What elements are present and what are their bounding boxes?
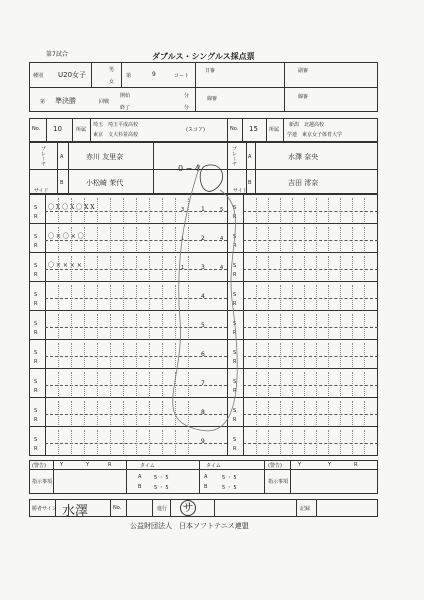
- left-warning-r: R: [108, 462, 112, 468]
- right-warning-label: (警告): [268, 463, 282, 469]
- left-serve-s: S: [34, 379, 38, 385]
- right-no: 15: [249, 125, 258, 133]
- left-serve-r: R: [34, 214, 38, 220]
- point-marks: 〇 × 〇 × 〇: [48, 233, 84, 240]
- left-time-a: A: [138, 474, 142, 480]
- category-value: U20女子: [58, 71, 87, 79]
- left-penalty-label: 指示事項: [32, 479, 53, 485]
- left-pref-1: 埼玉: [93, 122, 104, 128]
- right-affiliation-label: 所属: [269, 127, 280, 133]
- gender-female: 女: [109, 79, 115, 85]
- left-side-label: サイド: [34, 188, 49, 194]
- end-label: 終了: [120, 105, 131, 111]
- start-minute-label: 分: [184, 93, 190, 99]
- match-number: 第7試合: [46, 51, 68, 58]
- right-serve-r: R: [233, 388, 237, 394]
- right-pref-2: 学連: [287, 132, 298, 138]
- left-pref-2: 東京: [93, 132, 104, 138]
- right-serve-s: S: [233, 292, 237, 298]
- left-warning-label: (警告): [32, 463, 46, 469]
- result-label: 進行: [157, 506, 168, 512]
- left-affiliation-label: 所属: [76, 127, 87, 133]
- right-time-b-value: 5 ・ 5: [222, 485, 237, 491]
- right-serve-s: S: [233, 321, 237, 327]
- point-marks: 〇 X 〇 X 〇 X X: [48, 204, 95, 211]
- point-marks: 〇 × × × ×: [48, 262, 82, 269]
- left-game-score: 3: [181, 207, 185, 213]
- right-serve-s: S: [233, 379, 237, 385]
- left-serve-s: S: [34, 263, 38, 269]
- game-number: 8: [201, 409, 205, 416]
- right-serve-s: S: [233, 437, 237, 443]
- left-serve-s: S: [34, 234, 38, 240]
- right-penalty-label: 指示事項: [268, 479, 289, 485]
- organizer: 公益財団法人 日本ソフトテニス連盟: [130, 522, 249, 530]
- gender-male: 男: [109, 67, 115, 73]
- right-time-a-value: 5 ・ 5: [222, 475, 237, 481]
- left-player-column-label: プレーヤ: [40, 146, 46, 166]
- court-number: 9: [152, 71, 156, 78]
- left-letter-b: B: [60, 180, 64, 186]
- left-time-a-value: 5 ・ 5: [154, 475, 169, 481]
- left-serve-r: R: [34, 330, 38, 336]
- right-serve-s: S: [233, 263, 237, 269]
- game-number: 4: [201, 293, 205, 300]
- left-serve-r: R: [34, 301, 38, 307]
- right-school-2: 東京女子体育大学: [302, 132, 343, 138]
- left-serve-r: R: [34, 417, 38, 423]
- left-warning-y: Y: [60, 462, 64, 468]
- line-judge-label-2: 線審: [298, 94, 309, 100]
- left-player-a: 赤川 友里奈: [86, 153, 124, 161]
- game-score: 0 − 4: [178, 164, 200, 173]
- right-time-b: B: [204, 484, 208, 490]
- left-serve-s: S: [34, 205, 38, 211]
- assistant-referee-label: 副審: [298, 68, 309, 74]
- right-serve-r: R: [233, 214, 237, 220]
- right-no-label: No.: [230, 126, 239, 132]
- sheet-title: ダブルス・シングルス採点票: [152, 52, 255, 61]
- left-serve-s: S: [34, 408, 38, 414]
- left-time-b: B: [138, 484, 142, 490]
- right-time-a: A: [204, 474, 208, 480]
- right-serve-r: R: [233, 446, 237, 452]
- left-game-score: 1: [181, 236, 185, 242]
- game-number: 9: [201, 438, 205, 445]
- court-suffix: コート: [174, 73, 190, 79]
- recorder-label: 記録: [300, 506, 311, 512]
- left-no-label: No.: [32, 126, 41, 132]
- left-serve-s: S: [34, 292, 38, 298]
- game-number: 5: [201, 322, 205, 329]
- right-serve-s: S: [233, 234, 237, 240]
- right-player-column-label: プレーヤ: [231, 146, 237, 166]
- right-warning-r: R: [354, 462, 358, 468]
- right-letter-a: A: [248, 154, 252, 160]
- right-letter-b: B: [248, 180, 252, 186]
- left-serve-r: R: [34, 272, 38, 278]
- left-serve-s: S: [34, 437, 38, 443]
- right-side-label: サイド: [233, 188, 248, 194]
- left-letter-a: A: [60, 154, 64, 160]
- result-mark: サ: [180, 500, 196, 516]
- round-value: 準決勝: [55, 97, 76, 105]
- right-serve-s: S: [233, 205, 237, 211]
- right-serve-r: R: [233, 243, 237, 249]
- left-school-1: 埼玉平成高校: [108, 122, 139, 128]
- game-number: 7: [201, 380, 205, 387]
- winner-sign-label: 勝者サイン: [32, 506, 57, 512]
- right-warning-y: Y: [298, 462, 302, 468]
- left-game-score: 1: [181, 265, 185, 271]
- game-number: 1: [201, 206, 205, 213]
- right-serve-r: R: [233, 330, 237, 336]
- left-time-label: タイム: [140, 463, 155, 469]
- right-serve-r: R: [233, 301, 237, 307]
- right-game-score: 5: [220, 207, 224, 213]
- referee-label: 日審: [205, 68, 216, 74]
- left-player-b: 小松崎 茉代: [86, 179, 124, 187]
- right-player-b: 吉田 澪奈: [288, 179, 319, 187]
- right-serve-r: R: [233, 417, 237, 423]
- winner-signature: 水澤: [62, 504, 89, 519]
- right-serve-r: R: [233, 359, 237, 365]
- left-serve-r: R: [34, 359, 38, 365]
- right-warning-y2: Y: [328, 462, 332, 468]
- left-serve-r: R: [34, 388, 38, 394]
- left-serve-r: R: [34, 243, 38, 249]
- right-player-a: 水澤 奈央: [288, 153, 319, 161]
- round-prefix: 第: [40, 99, 46, 105]
- right-serve-s: S: [233, 408, 237, 414]
- right-school-1: 北越高校: [304, 122, 325, 128]
- right-pref-1: 新潟: [289, 122, 300, 128]
- game-number: 2: [201, 235, 205, 242]
- right-game-score: 4: [220, 236, 224, 242]
- left-no: 10: [53, 125, 62, 133]
- left-serve-r: R: [34, 446, 38, 452]
- left-warning-y2: Y: [86, 462, 90, 468]
- line-judge-label: 線審: [207, 96, 218, 102]
- right-serve-r: R: [233, 272, 237, 278]
- left-serve-s: S: [34, 350, 38, 356]
- game-number: 3: [201, 264, 205, 271]
- start-label: 開始: [120, 93, 131, 99]
- left-serve-s: S: [34, 321, 38, 327]
- winner-no-label: No.: [113, 505, 122, 511]
- right-serve-s: S: [233, 350, 237, 356]
- left-school-2: 文大杉並高校: [108, 132, 139, 138]
- right-game-score: 4: [220, 265, 224, 271]
- end-minute-label: 分: [184, 105, 190, 111]
- right-time-label: タイム: [206, 463, 221, 469]
- scope-label: (スコア): [186, 127, 205, 133]
- left-time-b-value: 5 ・ 5: [154, 485, 169, 491]
- category-label: 種別: [33, 73, 44, 79]
- game-number: 6: [201, 351, 205, 358]
- round-suffix: 回戦: [99, 99, 110, 105]
- court-prefix: 第: [126, 73, 132, 79]
